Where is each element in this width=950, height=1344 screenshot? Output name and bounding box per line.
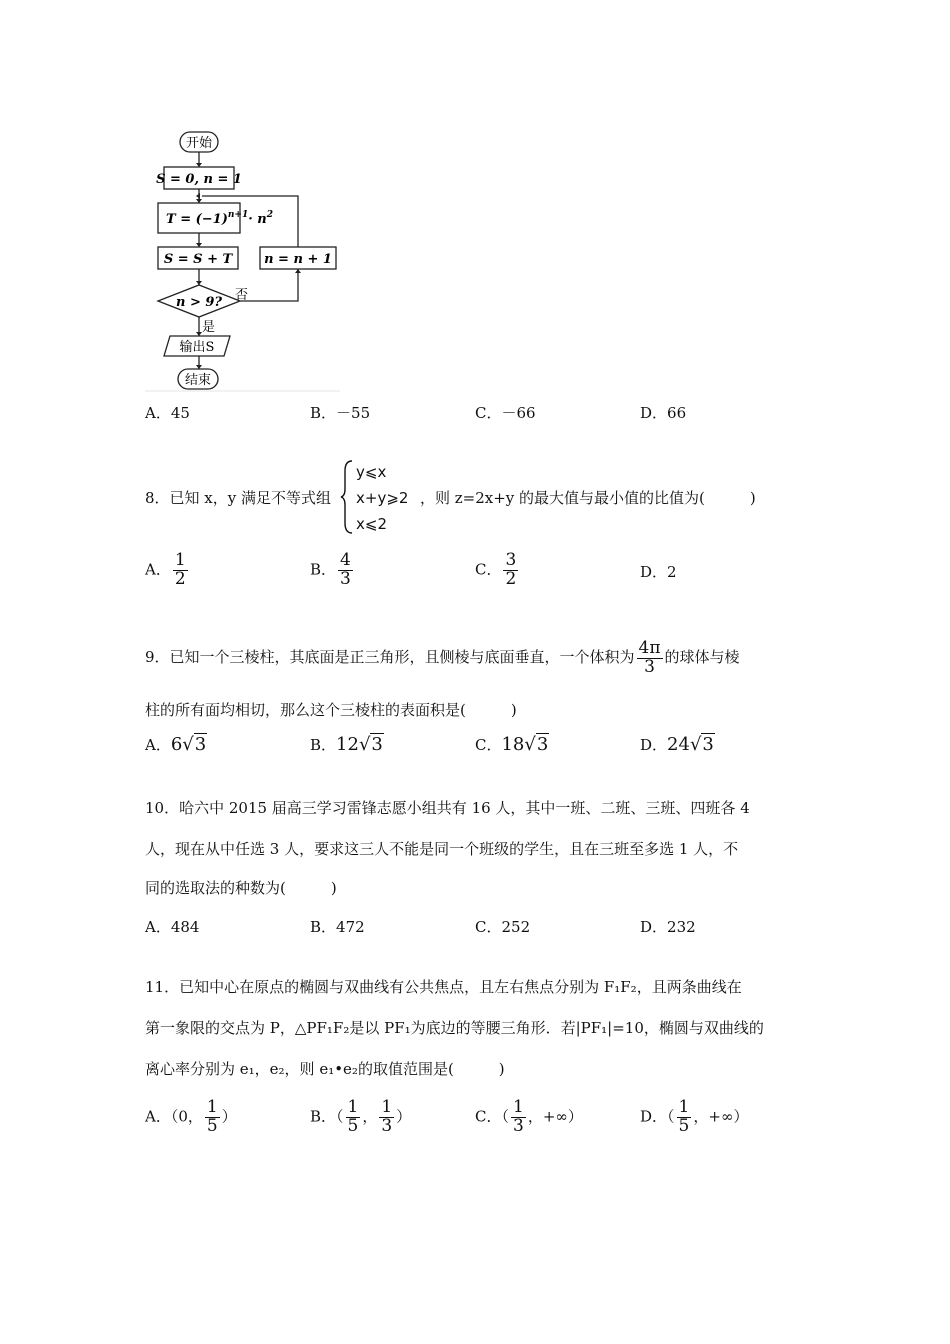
flowchart-output-label: 输出S: [179, 340, 215, 355]
q11-stem-line1: 11．已知中心在原点的椭圆与双曲线有公共焦点，且左右焦点分别为 F₁F₂，且两条曲线在: [145, 978, 742, 996]
q8-stem-suffix: ，则 z=2x+y 的最大值与最小值的比值为( ): [420, 489, 756, 507]
q8-option-d: D．2: [640, 563, 677, 581]
q10-option-b: B．472: [310, 918, 365, 936]
q11-stem-line2: 第一象限的交点为 P，△PF₁F₂是以 PF₁为底边的等腰三角形．若|PF₁|=10，椭圆与双曲线的: [145, 1019, 764, 1037]
q10-option-d: D．232: [640, 918, 696, 936]
flowchart: [140, 125, 350, 395]
q11-option-b: B．（ $\frac{1}{5}$ ， $\frac{1}{3}$ ）: [310, 1097, 412, 1136]
q10-stem-line3: 同的选取法的种数为( ): [145, 879, 337, 897]
q8-inequality-system: [356, 459, 408, 537]
q9-option-b: B．12√3: [310, 734, 383, 755]
flowchart-init-label: S = 0, n = 1: [156, 172, 242, 187]
q7-option-a: A．45: [145, 404, 190, 422]
flowchart-start-label: 开始: [185, 136, 213, 151]
q8-option-a: A． $\frac{1}{2}$: [145, 550, 186, 589]
q11-stem-line3: 离心率分别为 e₁，e₂，则 e₁•e₂的取值范围是( ): [145, 1060, 505, 1078]
q10-option-c: C．252: [475, 918, 531, 936]
q9-stem-line1: 9．已知一个三棱柱，其底面是正三角形，且侧棱与底面垂直，一个体积为 $\frac{4\pi}{3}$ 的球体与棱: [145, 637, 740, 677]
flowchart-condition-label: n > 9?: [175, 295, 223, 310]
q7-option-c: C．－66: [475, 404, 536, 422]
q11-option-a: A．（0， $\frac{1}{5}$ ）: [145, 1097, 237, 1136]
q8-inequality-1: y⩽x: [356, 463, 387, 481]
q10-stem-line2: 人，现在从中任选 3 人，要求这三人不能是同一个班级的学生，且在三班至多选 1 人，不: [145, 840, 739, 858]
q8-stem-prefix: 8．已知 x，y 满足不等式组: [145, 489, 332, 507]
q7-option-b: B．－55: [310, 404, 371, 422]
flowchart-assign-s-label: S = S + T: [163, 252, 233, 267]
q8-option-b: B． $\frac{4}{3}$: [310, 550, 351, 589]
q10-stem-line1: 10．哈六中 2015 届高三学习雷锋志愿小组共有 16 人，其中一班、二班、三班、四班各 4: [145, 799, 750, 817]
q11-option-d: D．（ $\frac{1}{5}$ ，+∞）: [640, 1097, 749, 1136]
q9-stem-line2: 柱的所有面均相切，那么这个三棱柱的表面积是( ): [145, 701, 517, 719]
q8-inequality-3: x⩽2: [356, 515, 387, 533]
flowchart-yes-label: 是: [202, 320, 216, 335]
q9-option-c: C．18√3: [475, 734, 549, 755]
flowchart-increment-label: n = n + 1: [264, 252, 332, 267]
flowchart-assign-t-label: $T = (-1)^{n+1}\cdot n^2$: [166, 210, 273, 227]
q8-inequality-2: x+y⩾2: [356, 489, 409, 507]
q8-system-brace: [340, 459, 354, 535]
flowchart-no-label: 否: [235, 288, 249, 303]
q9-option-a: A．6√3: [145, 734, 207, 755]
q11-option-c: C．（ $\frac{1}{3}$ ，+∞）: [475, 1097, 583, 1136]
q10-option-a: A．484: [145, 918, 200, 936]
flowchart-end-label: 结束: [184, 373, 212, 388]
q7-option-d: D．66: [640, 404, 687, 422]
q8-option-c: C． $\frac{3}{2}$: [475, 550, 517, 589]
q9-option-d: D．24√3: [640, 734, 714, 755]
